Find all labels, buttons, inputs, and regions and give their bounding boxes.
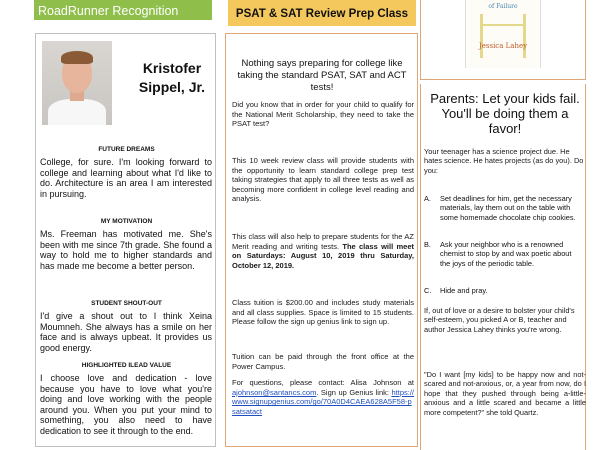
prep-class-box <box>225 33 418 447</box>
section-heading-shout-out: STUDENT SHOUT-OUT <box>91 300 162 307</box>
article-quote: "Do I want [my kids] to be happy now and not-scared and not-anxious, or, a year from now, do I hope that they pushed through being a-little-anxious and a little scared and became a little more competent?" she told Quartz. <box>424 370 586 417</box>
option-letter: A. <box>424 194 431 203</box>
option-text: Ask your neighbor who is a renowned chemist to stop by and wax poetic about the joys of the periodic table. <box>440 240 572 268</box>
section-text-ilead-value: I choose love and dedication - love because you have to love what you're doing and love working with the people around you. When you put your mind to something, you also need to have dedication to see it through to the end. <box>40 373 212 436</box>
book-cover-stripe <box>480 14 483 58</box>
option-text: Hide and pray. <box>440 286 488 295</box>
parenting-article-column <box>420 0 600 450</box>
option-letter: C. <box>424 286 432 295</box>
section-heading-ilead-value: HIGHLIGHTED ILEAD VALUE <box>81 362 172 369</box>
article-heading: Parents: Let your kids fail. You'll be doing them a favor! <box>430 91 580 136</box>
article-box <box>420 84 586 450</box>
prep-class-banner: PSAT & SAT Review Prep Class <box>228 0 416 26</box>
paragraph-payment: Tuition can be paid through the front office at the Power Campus. <box>232 352 414 371</box>
contact-email-link[interactable]: ajohnson@santancs.com <box>232 387 317 397</box>
student-photo <box>42 41 112 125</box>
signup-genius-link[interactable]: https://www.signupgenius.com/go/70A0D4CAEA628A5F58-psatsatact <box>232 387 414 416</box>
schedule-dates: The class will meet on Saturdays: August 10, 2019 thru Saturday, October 12, 2019. <box>232 241 414 270</box>
prep-class-column <box>222 0 418 450</box>
photo-hair <box>61 51 93 64</box>
option-letter: B. <box>424 240 431 249</box>
section-text-motivation: Ms. Freeman has motivated me. She's been with me since 7th grade. She found a way to hold me to higher standards and has made me become a better person. <box>40 229 212 271</box>
book-author: Jessica Lahey <box>478 42 528 50</box>
section-heading-motivation: MY MOTIVATION <box>100 218 153 225</box>
student-first-name: Kristofer <box>142 60 202 76</box>
book-box <box>420 0 586 80</box>
paragraph-schedule <box>232 232 414 270</box>
signup-text: . Sign up Genius link: <box>316 387 389 397</box>
book-cover-stripe <box>523 14 526 58</box>
book-cover-stripe <box>480 24 526 26</box>
paragraph-contact <box>232 378 414 416</box>
student-last-name: Sippel, Jr. <box>138 79 206 95</box>
article-wrong-choice: If, out of love or a desire to bolster your child's self-esteem, you picked A or B, teacher and author Jessica Lahey thinks you're wrong. <box>424 306 575 334</box>
book-cover-image <box>465 0 541 68</box>
paragraph-class-description: This 10 week review class will provide students with the opportunity to learn standard college prep test taking strategies that apply to all three tests as well as becoming more confident in college level reading and analysis. <box>232 156 414 204</box>
section-text-future-dreams: College, for sure. I'm looking forward to college and learning about what I'd like to do. Architecture is an area I am interested in pursuing. <box>40 157 212 199</box>
paragraph-tuition: Class tuition is $200.00 and includes study materials and all class supplies. Space is limited to 15 students. Please follow the sign up genius link to sign up. <box>232 298 414 327</box>
article-intro: Your teenager has a science project due. He hates science. He hates projects (as do you). Do you: <box>424 147 584 175</box>
prep-class-intro: Nothing says preparing for college like taking the standard PSAT, SAT and ACT tests! <box>237 58 407 93</box>
student-name <box>132 59 212 97</box>
section-heading-future-dreams: FUTURE DREAMS <box>98 146 155 153</box>
student-recognition-column <box>28 0 218 450</box>
paragraph-merit-scholarship: Did you know that in order for your child to qualify for the National Merit Scholarship, they need to take the PSAT test? <box>232 100 414 129</box>
contact-text: For questions, please contact: Alisa Johnson at <box>232 378 414 387</box>
book-subtitle: of Failure <box>488 3 518 10</box>
option-text: Set deadlines for him, get the necessary materials, lay them out on the table with some homemade chocolate chip cookies. <box>440 194 576 222</box>
schedule-text: This class will also help to prepare students for the AZ Merit reading and writing tests. <box>232 232 414 251</box>
photo-shirt <box>48 99 106 125</box>
student-profile-box <box>35 33 216 447</box>
section-text-shout-out: I'd give a shout out to I think Xeina Moumneh. She always has a smile on her face and is always upbeat. It provides us good energy. <box>40 311 212 353</box>
recognition-banner: RoadRunner Recognition <box>34 0 212 20</box>
